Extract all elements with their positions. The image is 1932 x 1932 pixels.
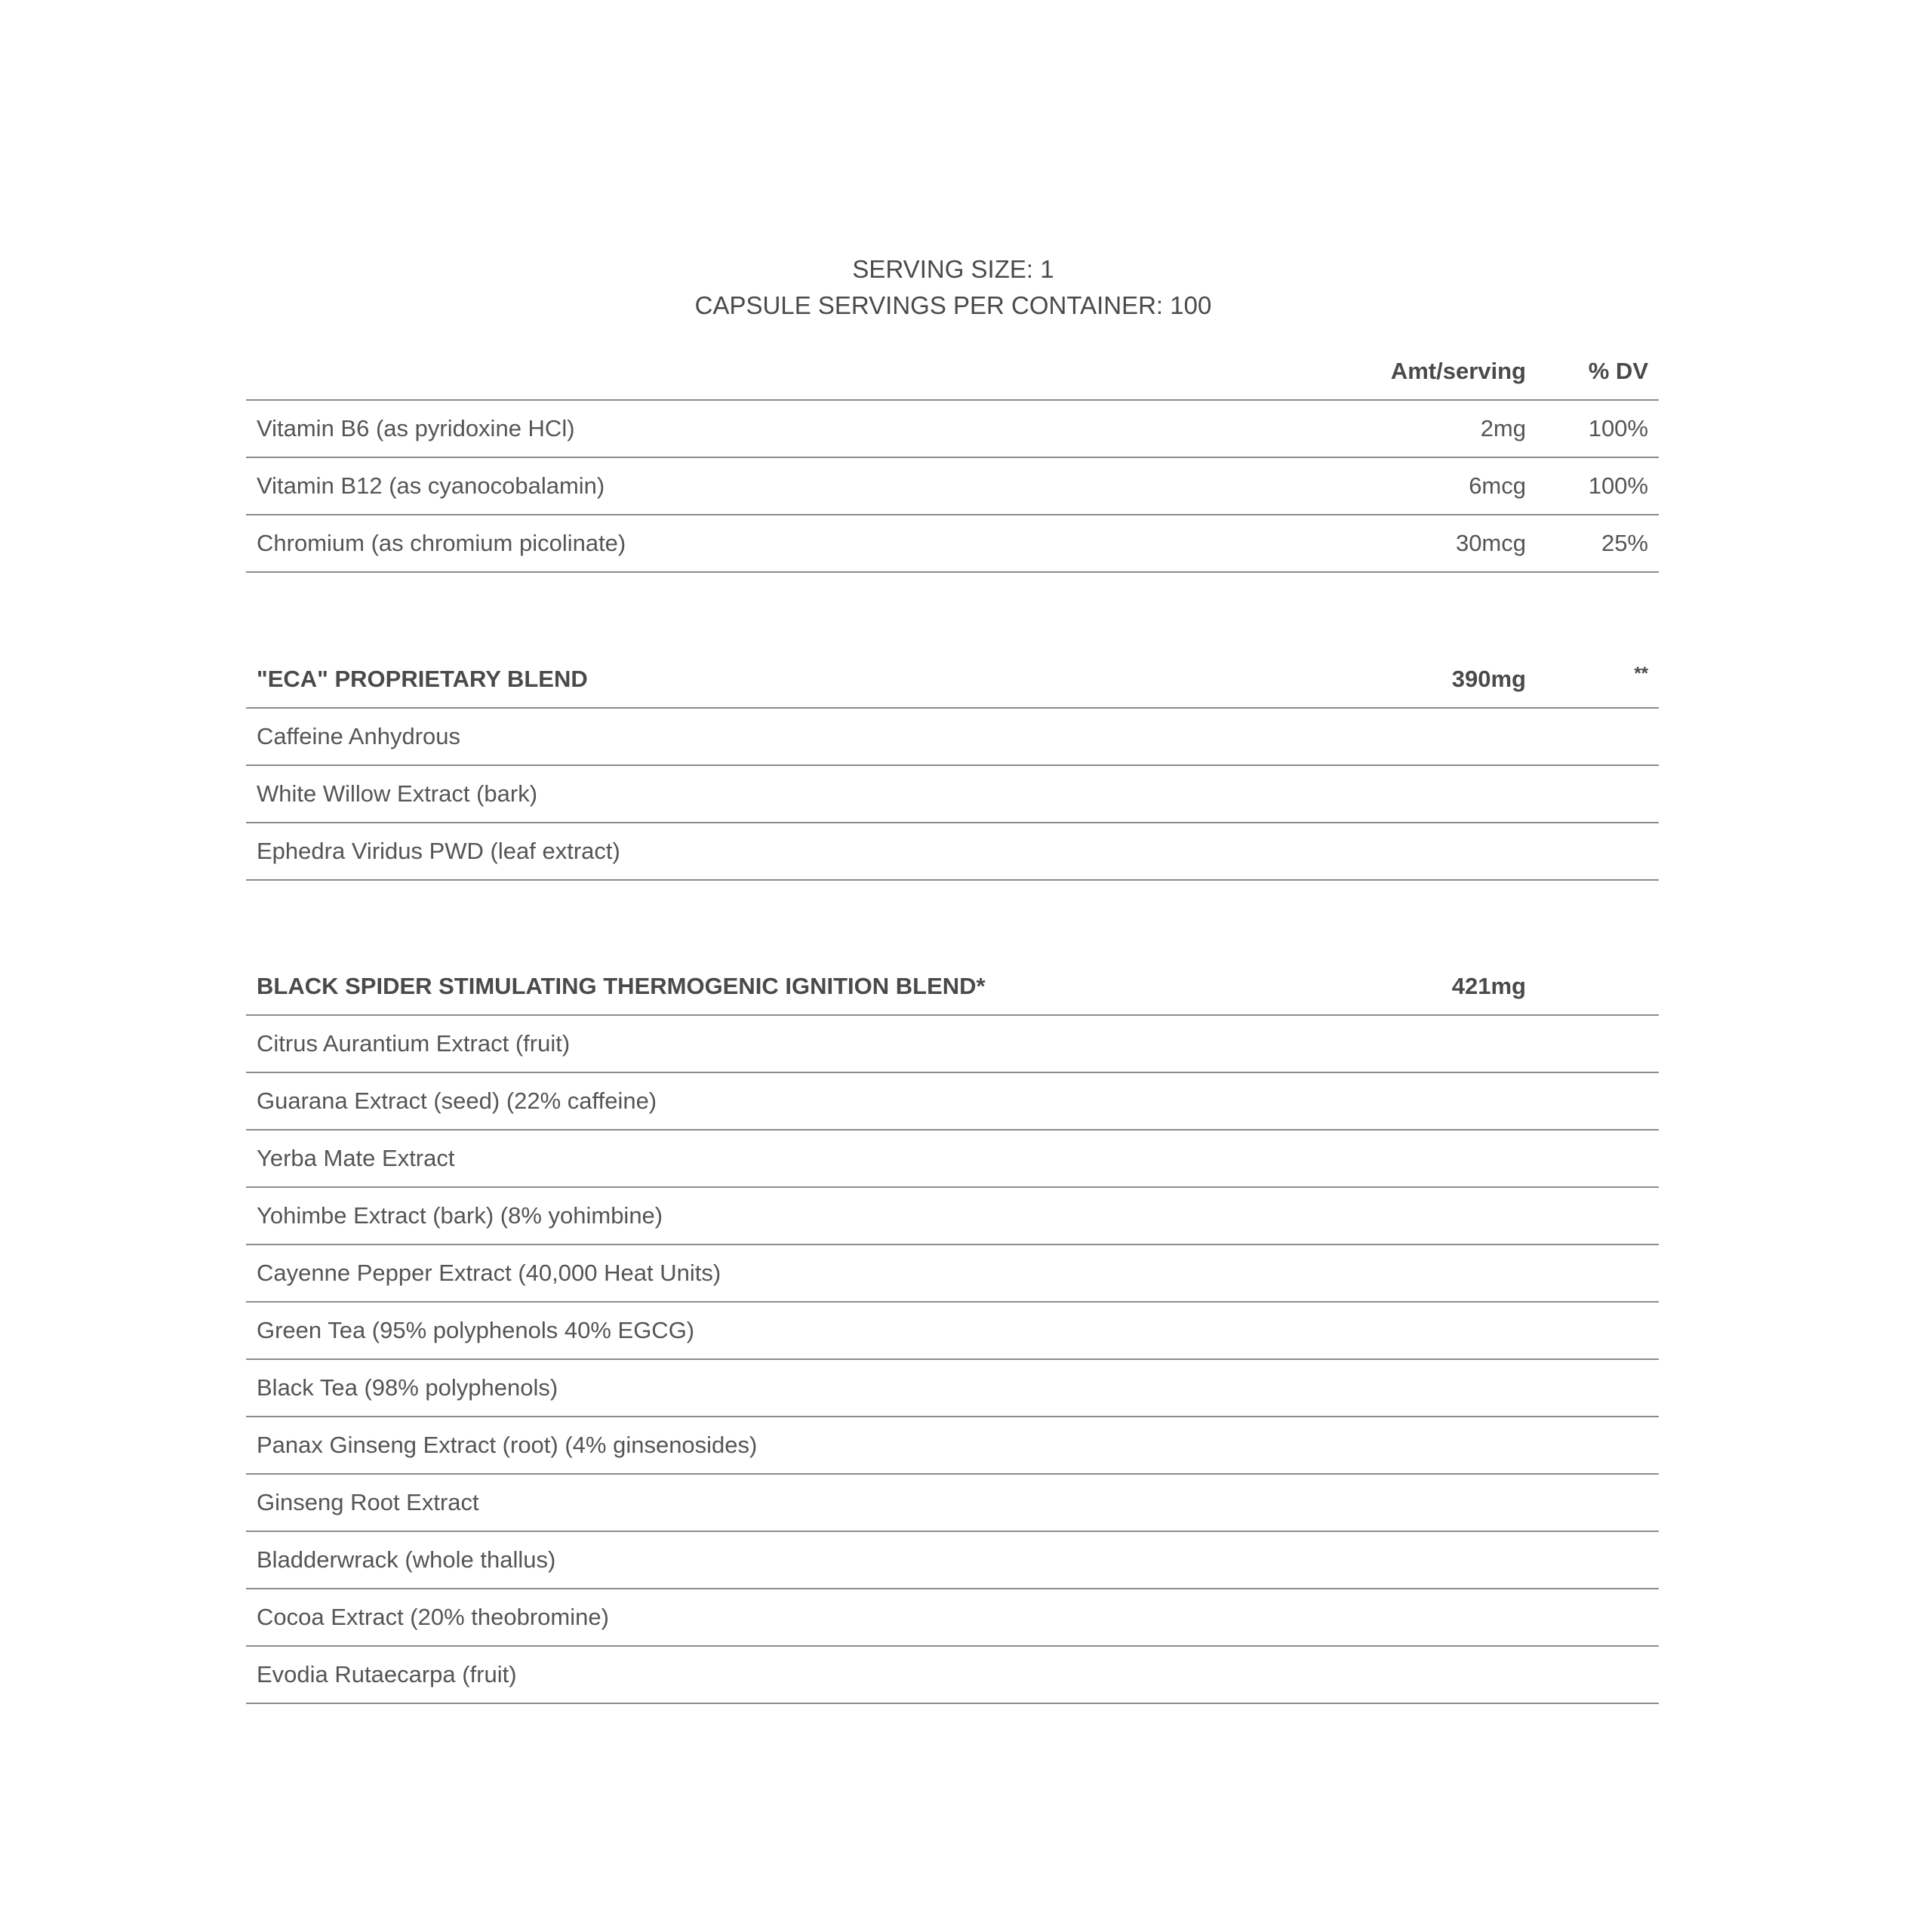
nutrient-name: Chromium (as chromium picolinate) bbox=[257, 530, 626, 556]
spider-blend-table bbox=[246, 958, 1659, 1704]
ingredient-name: Panax Ginseng Extract (root) (4% ginsenosides) bbox=[257, 1432, 758, 1458]
ingredient-name: Bladderwrack (whole thallus) bbox=[257, 1546, 556, 1573]
ingredient-name: Caffeine Anhydrous bbox=[257, 723, 461, 749]
table-row bbox=[246, 1303, 1659, 1360]
ingredient-name: Yohimbe Extract (bark) (8% yohimbine) bbox=[257, 1202, 663, 1229]
table-row bbox=[246, 515, 1659, 573]
table-row bbox=[246, 458, 1659, 515]
table-row bbox=[246, 1475, 1659, 1532]
ingredient-name: Citrus Aurantium Extract (fruit) bbox=[257, 1030, 571, 1057]
table-row bbox=[246, 1417, 1659, 1475]
blend-header-row bbox=[246, 651, 1659, 709]
nutrient-dv: 25% bbox=[1601, 530, 1648, 556]
table-row bbox=[246, 1131, 1659, 1188]
table-row bbox=[246, 766, 1659, 823]
ingredient-name: Yerba Mate Extract bbox=[257, 1145, 455, 1171]
blend-dv: ** bbox=[1634, 663, 1648, 684]
ingredient-name: Evodia Rutaecarpa (fruit) bbox=[257, 1661, 517, 1687]
nutrient-dv: 100% bbox=[1588, 472, 1648, 499]
serving-size: SERVING SIZE: 1 bbox=[852, 255, 1054, 283]
table-row bbox=[246, 1532, 1659, 1589]
table-row bbox=[246, 1647, 1659, 1704]
table-row bbox=[246, 1245, 1659, 1303]
ingredient-name: Cocoa Extract (20% theobromine) bbox=[257, 1604, 609, 1630]
table-row bbox=[246, 1360, 1659, 1417]
table-row bbox=[246, 823, 1659, 881]
nutrient-name: Vitamin B12 (as cyanocobalamin) bbox=[257, 472, 605, 499]
table-header-row bbox=[246, 343, 1659, 401]
ingredient-name: Cayenne Pepper Extract (40,000 Heat Units) bbox=[257, 1260, 721, 1286]
blend-title: "ECA" PROPRIETARY BLEND bbox=[257, 666, 588, 692]
nutrient-amount: 30mcg bbox=[1455, 530, 1526, 556]
nutrient-amount: 2mg bbox=[1480, 415, 1526, 441]
ingredient-name: Green Tea (95% polyphenols 40% EGCG) bbox=[257, 1317, 695, 1343]
vitamins-table bbox=[246, 343, 1659, 573]
blend-header-row bbox=[246, 958, 1659, 1016]
blend-amount: 390mg bbox=[1451, 666, 1526, 692]
nutrient-amount: 6mcg bbox=[1469, 472, 1526, 499]
blend-title: BLACK SPIDER STIMULATING THERMOGENIC IGNITION BLEND* bbox=[257, 973, 986, 999]
table-row bbox=[246, 1073, 1659, 1131]
table-row bbox=[246, 1016, 1659, 1073]
nutrient-dv: 100% bbox=[1588, 415, 1648, 441]
ingredient-name: Black Tea (98% polyphenols) bbox=[257, 1374, 558, 1401]
servings-per-container: CAPSULE SERVINGS PER CONTAINER: 100 bbox=[694, 291, 1212, 319]
table-row bbox=[246, 1188, 1659, 1245]
table-row bbox=[246, 709, 1659, 766]
dv-column-header: % DV bbox=[1588, 358, 1648, 384]
ingredient-name: Ginseng Root Extract bbox=[257, 1489, 479, 1515]
ingredient-name: Guarana Extract (seed) (22% caffeine) bbox=[257, 1088, 657, 1114]
table-row bbox=[246, 401, 1659, 458]
eca-blend-table bbox=[246, 651, 1659, 881]
ingredient-name: Ephedra Viridus PWD (leaf extract) bbox=[257, 838, 620, 864]
ingredient-name: White Willow Extract (bark) bbox=[257, 780, 538, 807]
table-row bbox=[246, 1589, 1659, 1647]
blend-amount: 421mg bbox=[1451, 973, 1526, 999]
nutrient-name: Vitamin B6 (as pyridoxine HCl) bbox=[257, 415, 575, 441]
amount-column-header: Amt/serving bbox=[1390, 358, 1526, 384]
